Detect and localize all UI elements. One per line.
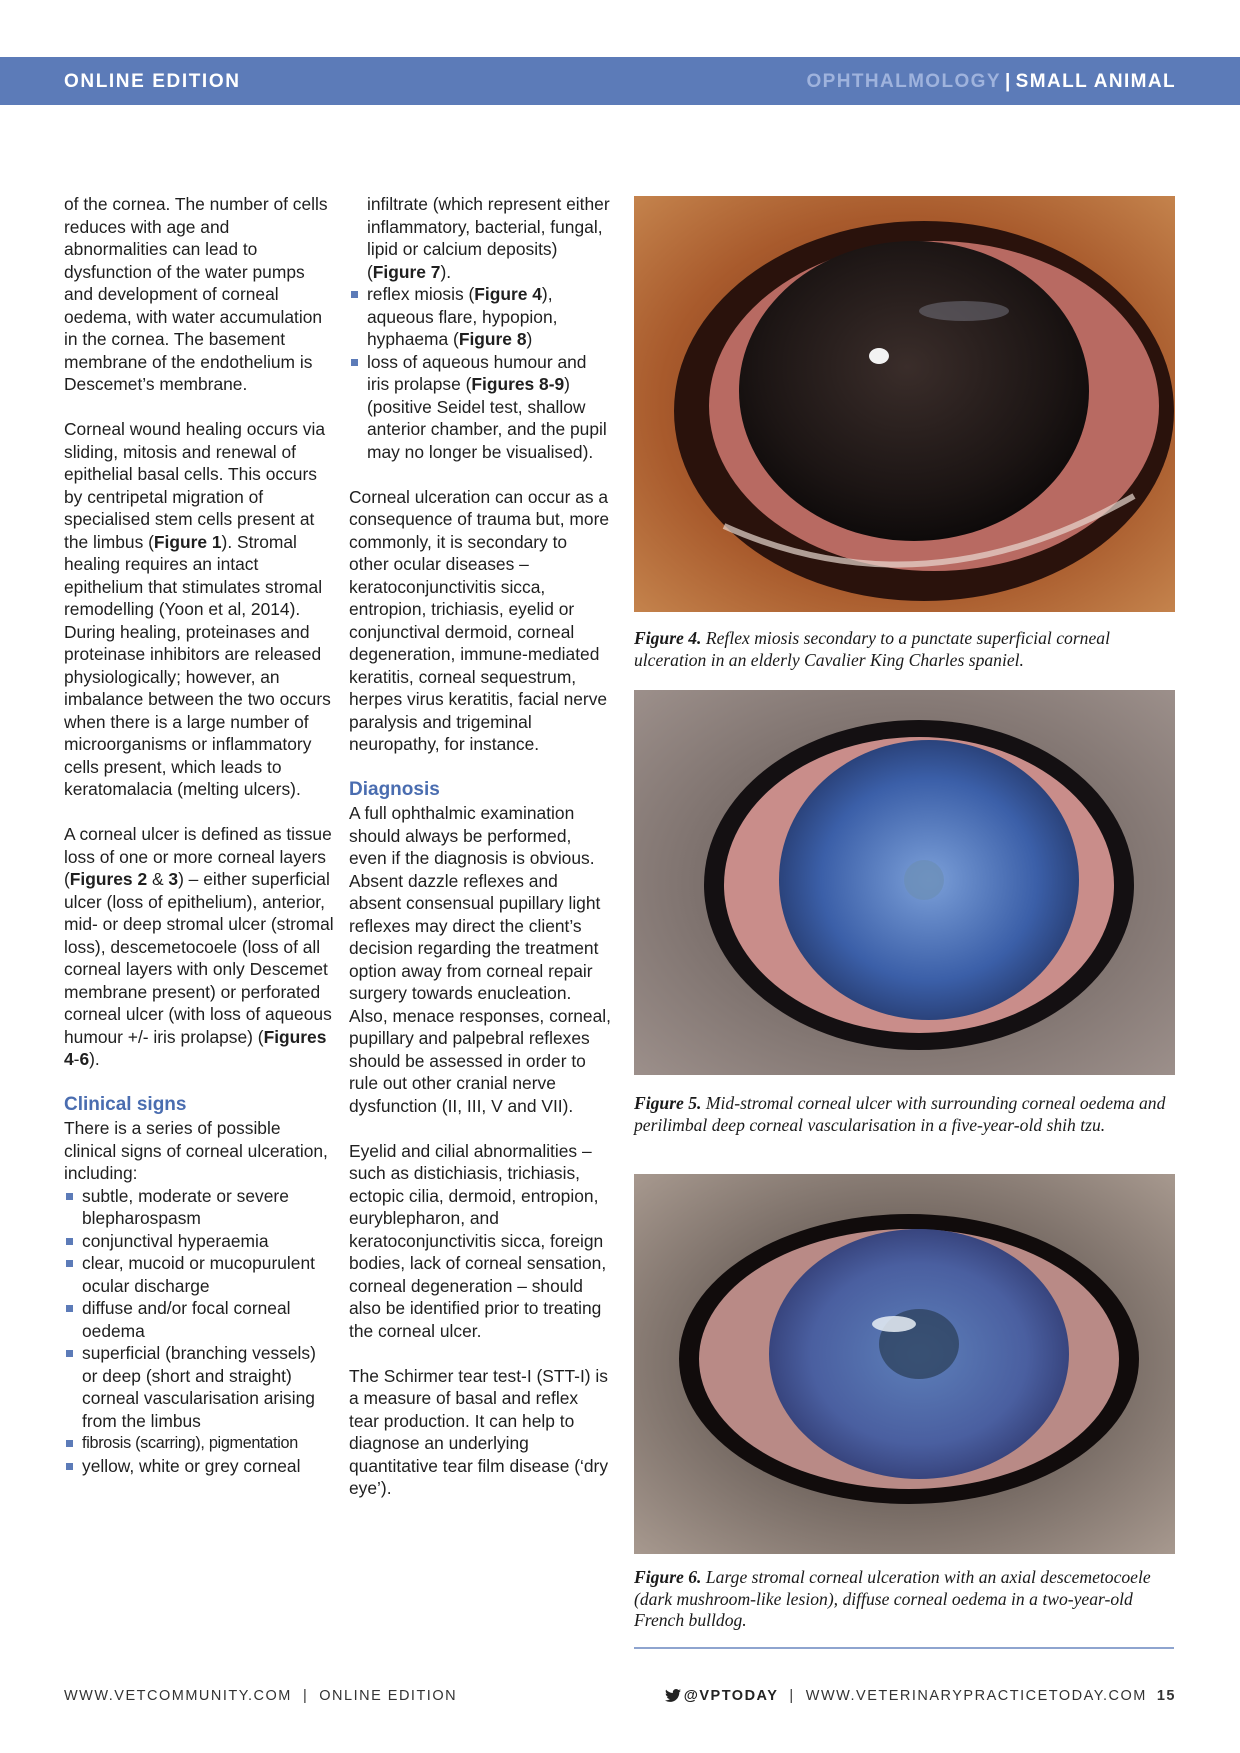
- paragraph: Corneal ulceration can occur as a consequence of trauma but, more commonly, it is secondary to other ocular diseases – keratoconjunctivitis sicca, entropion, trichiasis, eyelid or conjunctival dermoid, corneal degeneration, immune-mediated keratitis, corneal sequestrum, herpes virus keratitis, facial nerve paralysis and trigeminal neuropathy, for instance.: [349, 486, 610, 754]
- figure-6-caption: Figure 6. Large stromal corneal ulceration with an axial descemetocoele (dark mushroom-like lesion), diffuse corneal oedema in a two-year-old French bulldog.: [634, 1567, 1151, 1630]
- caption-divider: [634, 1647, 1174, 1649]
- text-column-1: [64, 193, 334, 1477]
- figure-reference: Figures 4: [64, 1026, 327, 1069]
- figure-5-photo: [634, 690, 1175, 1075]
- figure-4-caption: Figure 4. Reflex miosis secondary to a punctate superficial corneal ulceration in an elderly Cavalier King Charles spaniel.: [634, 628, 1110, 670]
- list-item: subtle, moderate or severe blepharospasm: [64, 1185, 334, 1230]
- paragraph: A corneal ulcer is defined as tissue loss of one or more corneal layers (Figures 2 & 3) – either superficial ulcer (loss of epithelium), anterior, mid- or deep stromal ulcer (stromal loss), descemetocoele (loss of all corneal layers with only Descemet membrane present) or perforated corneal ulcer (with loss of aqueous humour +/- iris prolapse) (Figures 4-6).: [64, 824, 334, 1069]
- paragraph: The Schirmer tear test-I (STT-I) is a measure of basal and reflex tear production. It can help to diagnose an underlying quantitative tear film disease (‘dry eye’).: [349, 1365, 609, 1498]
- list-item: yellow, white or grey corneal: [64, 1455, 334, 1478]
- figure-reference: Figures 2: [69, 869, 148, 889]
- figure-label: Figure 4.: [634, 628, 702, 648]
- diagnosis-heading: Diagnosis: [349, 779, 440, 800]
- paragraph: infiltrate (which represent either inflammatory, bacterial, fungal, lipid or calcium deposits) (Figure 7).: [367, 194, 610, 282]
- figure-reference: Figure 1: [153, 531, 222, 552]
- list-item: loss of aqueous humour and iris prolapse (Figures 8-9) (positive Seidel test, shallow anterior chamber, and the pupil may no longer be visualised).: [349, 351, 611, 464]
- list-item: superficial (branching vessels) or deep (short and straight) corneal vascularisation arising from the limbus: [64, 1342, 334, 1432]
- section-separator: |: [1004, 71, 1012, 92]
- edition-label: ONLINE EDITION: [64, 71, 241, 92]
- figure-reference: 6: [79, 1049, 90, 1069]
- list-item: fibrosis (scarring), pigmentation: [64, 1432, 334, 1455]
- text-column-2: [349, 193, 611, 1522]
- list-item: reflex miosis (Figure 4), aqueous flare, hypopion, hyphaema (Figure 8): [349, 283, 611, 351]
- figure-reference: Figure 4: [474, 284, 542, 304]
- footer-left: WWW.VETCOMMUNITY.COM | ONLINE EDITION: [64, 1688, 458, 1704]
- figure-reference: Figure 7: [372, 261, 441, 282]
- figure-reference: Figure 8: [458, 329, 527, 349]
- figure-label: Figure 5.: [634, 1093, 702, 1113]
- paragraph: Corneal wound healing occurs via sliding, mitosis and renewal of epithelial basal cells. This occurs by centripetal migration of specialised stem cells present at the limbus (Figure 1). Stromal healing requires an intact epithelium that stimulates stromal remodelling (Yoon et al, 2014). During healing, proteinases and proteinase inhibitors are released physiologically; however, an imbalance between the two occurs when there is a large number of microorganisms or inflammatory cells present, which leads to keratomalacia (melting ulcers).: [64, 419, 331, 799]
- figure-label: Figure 6.: [634, 1567, 702, 1587]
- list-item: clear, mucoid or mucopurulent ocular discharge: [64, 1252, 334, 1297]
- list-item: conjunctival hyperaemia: [64, 1230, 334, 1253]
- twitter-icon: [665, 1689, 681, 1702]
- header-bar: [0, 57, 1240, 105]
- twitter-handle[interactable]: @VPTODAY: [683, 1688, 779, 1704]
- footer-right: [665, 1688, 1176, 1704]
- paragraph: A full ophthalmic examination should always be performed, even if the diagnosis is obvious. Absent dazzle reflexes and absent consensual pupillary light reflexes may direct the client’s decision regarding the treatment option away from corneal repair surgery towards enucleation. Also, menace responses, corneal, pupillary and palpebral reflexes should be assessed in order to rule out other cranial nerve dysfunction (II, III, V and VII).: [349, 803, 611, 1116]
- figure-5-caption: Figure 5. Mid-stromal corneal ulcer with surrounding corneal oedema and perilimbal deep corneal vascularisation in a five-year-old shih tzu.: [634, 1093, 1166, 1135]
- clinical-signs-list: [64, 1185, 334, 1478]
- section-name: OPHTHALMOLOGY: [806, 71, 1001, 92]
- list-item: diffuse and/or focal corneal oedema: [64, 1297, 334, 1342]
- category-name: SMALL ANIMAL: [1015, 71, 1176, 92]
- figure-4-photo: [634, 196, 1175, 612]
- paragraph: There is a series of possible clinical signs of corneal ulceration, including:: [64, 1118, 328, 1183]
- section-label: [806, 71, 1176, 93]
- clinical-signs-heading: Clinical signs: [64, 1094, 187, 1115]
- paragraph: Eyelid and cilial abnormalities – such as distichiasis, trichiasis, ectopic cilia, dermoid, entropion, euryblepharon, and keratoconjunctivitis sicca, foreign bodies, lack of corneal sensation, corneal degeneration – should also be identified prior to treating the corneal ulcer.: [349, 1140, 607, 1341]
- figure-6-photo: [634, 1174, 1175, 1554]
- clinical-signs-list-continued: [349, 283, 611, 463]
- paragraph: of the cornea. The number of cells reduces with age and abnormalities can lead to dysfunction of the water pumps and development of corneal oedema, with water accumulation in the cornea. The basement membrane of the endothelium is Descemet’s membrane.: [64, 194, 328, 394]
- figure-reference: 3: [168, 869, 179, 889]
- figure-reference: Figures 8-9: [471, 374, 565, 394]
- page-number: 15: [1156, 1688, 1176, 1704]
- website-link[interactable]: | WWW.VETERINARYPRACTICETODAY.COM: [778, 1688, 1147, 1704]
